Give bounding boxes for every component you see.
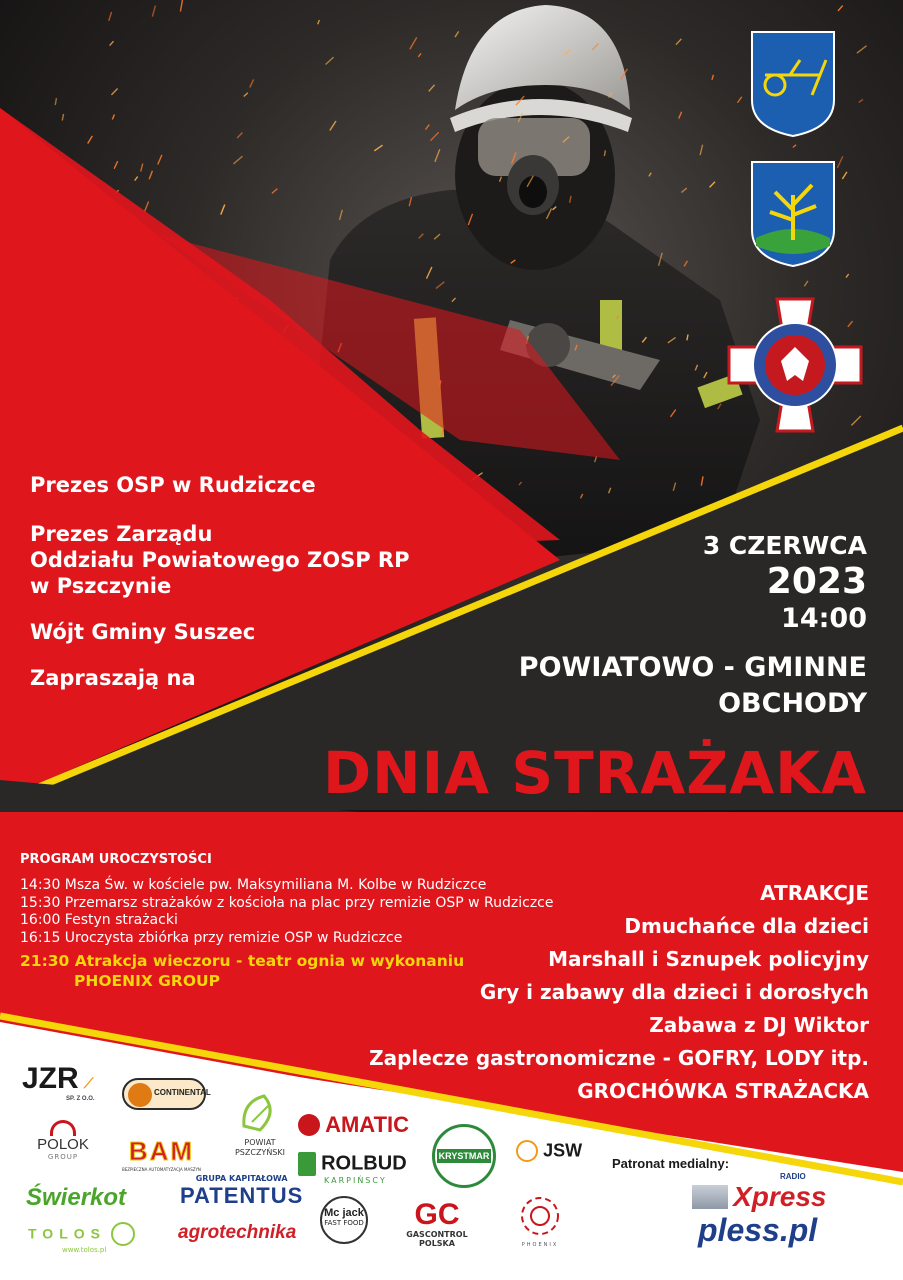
program-highlight: 21:30 Atrakcja wieczoru - teatr ognia w wykonaniu xyxy=(20,952,465,971)
logo-bam: BAM BEZPIECZNA AUTOMATYZACJA MASZYN xyxy=(122,1136,201,1172)
logo-gascontrol: GC GASCONTROL POLSKA xyxy=(406,1198,468,1248)
invite-text: Zapraszają na xyxy=(30,666,196,690)
amatic-gear-icon xyxy=(298,1114,320,1136)
jsw-flame-icon xyxy=(516,1140,538,1162)
logo-tolos: TOLOS www.tolos.pl xyxy=(28,1222,135,1254)
logo-amatic: AMATIC xyxy=(298,1112,409,1138)
program-item: 15:30 Przemarsz strażaków z kościoła na plac przy remizie OSP w Rudziczce xyxy=(20,894,554,911)
logo-agrotechnika: agrotechnika xyxy=(178,1222,297,1243)
attractions-block xyxy=(369,877,869,1108)
powiat-leaf-icon xyxy=(238,1092,282,1134)
express-stripes-icon xyxy=(692,1185,728,1209)
host-osp: Prezes OSP w Rudziczce xyxy=(30,473,316,497)
logo-jzr: JZR ⟋ SP. Z O.O. xyxy=(22,1062,95,1102)
attraction-item: Zaplecze gastronomiczne - GOFRY, LODY itp. xyxy=(369,1046,869,1070)
logo-phoenix: PHOENIX xyxy=(508,1194,572,1248)
logo-polok: POLOK GROUP xyxy=(30,1120,96,1161)
host-zosp-line1: Prezes Zarządu xyxy=(30,522,213,546)
attraction-item: Gry i zabawy dla dzieci i dorosłych xyxy=(479,980,869,1004)
continental-circle-icon xyxy=(128,1083,152,1107)
program-item: 16:15 Uroczysta zbiórka przy remizie OSP w Rudziczce xyxy=(20,929,403,946)
host-zosp-line2: Oddziału Powiatowego ZOSP RP xyxy=(30,548,410,572)
event-day: 3 CZERWCA xyxy=(702,531,867,560)
logo-mcjack xyxy=(318,1196,370,1254)
logo-pless: pless.pl xyxy=(698,1212,818,1248)
logo-patentus: GRUPA KAPITAŁOWA PATENTUS xyxy=(180,1174,304,1208)
logo-rolbud: ROLBUD KARPIŃSCY xyxy=(298,1152,407,1185)
host-zosp-line3: w Pszczynie xyxy=(30,574,172,598)
logo-powiat: POWIAT PSZCZYŃSKI xyxy=(228,1092,292,1158)
media-patron-label: Patronat medialny: xyxy=(612,1156,730,1171)
rolbud-leaves-icon xyxy=(298,1152,316,1176)
attractions-heading: ATRAKCJE xyxy=(760,881,869,905)
host-wojt: Wójt Gminy Suszec xyxy=(30,620,256,644)
event-time: 14:00 xyxy=(781,603,867,634)
event-title: DNIA STRAŻAKA xyxy=(322,739,867,807)
phoenix-swirl-icon xyxy=(518,1194,562,1238)
attraction-item: Dmuchańce dla dzieci xyxy=(624,914,869,938)
tolos-arrow-icon xyxy=(111,1222,135,1246)
attraction-item: GROCHÓWKA STRAŻACKA xyxy=(577,1079,869,1103)
mcjack-burger-icon: Mc jack FAST FOOD xyxy=(320,1196,368,1244)
program-heading: PROGRAM UROCZYSTOŚCI xyxy=(20,852,212,867)
tree-coat-of-arms-icon xyxy=(752,162,834,266)
attraction-item: Marshall i Sznupek policyjny xyxy=(548,947,869,971)
logo-swierkot: Świerkot xyxy=(26,1184,127,1211)
program-item: 14:30 Msza Św. w kościele pw. Maksymiliana M. Kolbe w Rudziczce xyxy=(20,877,487,893)
event-subtitle-line2: OBCHODY xyxy=(718,688,867,719)
program-item: 16:00 Festyn strażacki xyxy=(20,912,178,929)
polok-arch-icon xyxy=(50,1120,76,1136)
hosts-block xyxy=(30,472,410,691)
event-year: 2023 xyxy=(766,561,867,602)
logo-krystmar: KRYSTMAR xyxy=(432,1124,496,1188)
event-subtitle xyxy=(519,650,867,722)
event-subtitle-line1: POWIATOWO - GMINNE xyxy=(518,652,867,683)
event-datetime xyxy=(703,530,867,636)
attraction-item: Zabawa z DJ Wiktor xyxy=(649,1013,869,1037)
logo-continental: CONTINENTAL xyxy=(122,1078,206,1110)
logo-radio-express: RADIO Xpress xyxy=(692,1172,827,1213)
logo-jsw: JSW xyxy=(516,1140,582,1162)
program-highlight-group: PHOENIX GROUP xyxy=(74,972,220,991)
plough-coat-of-arms-icon xyxy=(752,32,834,136)
